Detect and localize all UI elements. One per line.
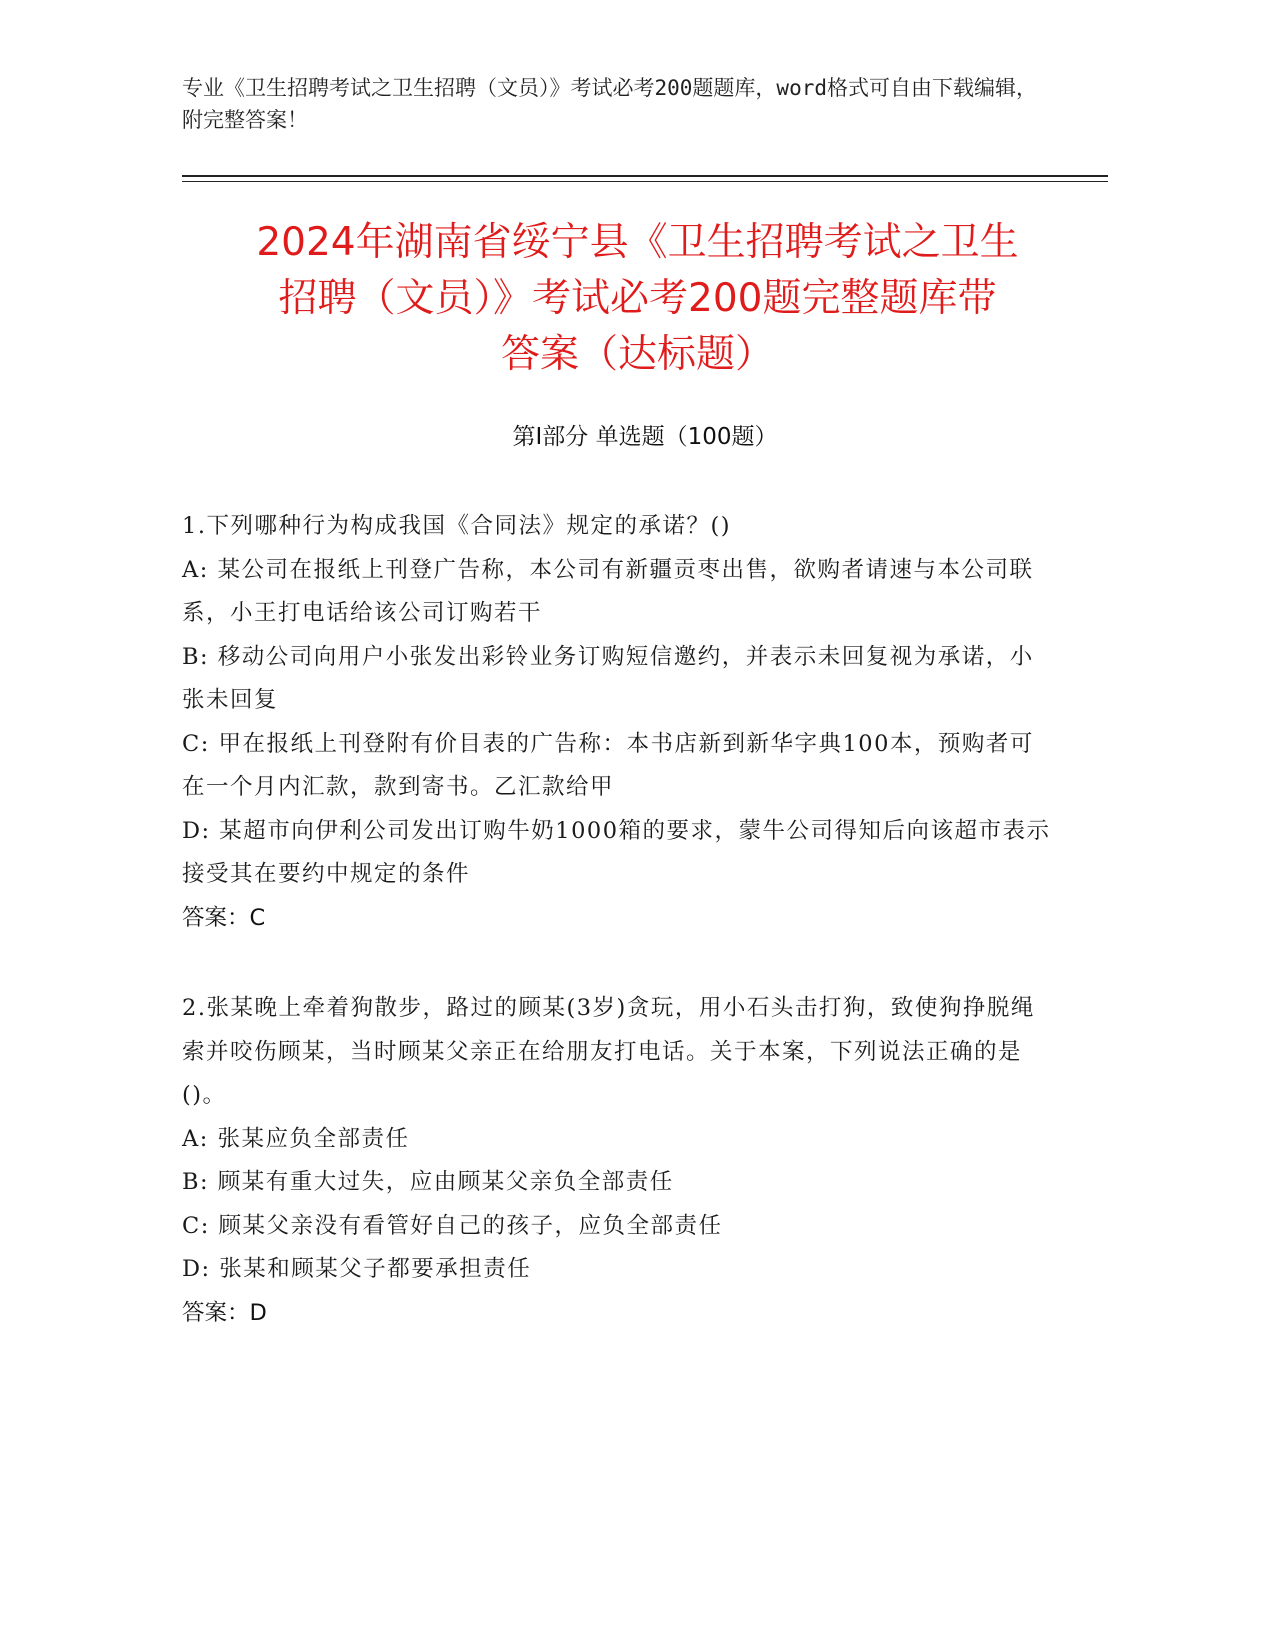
option-b: B: 顾某有重大过失，应由顾某父亲负全部责任 [182, 1169, 674, 1195]
option-d: D: 某超市向伊利公司发出订购牛奶1000箱的要求，蒙牛公司得知后向该超市表示接受其在要约中规定的条件 [182, 817, 1051, 887]
question-item [182, 505, 1052, 940]
header-divider [182, 175, 1108, 177]
option-c: C: 顾某父亲没有看管好自己的孩子，应负全部责任 [182, 1212, 723, 1239]
title-line: 答案（达标题） [500, 332, 774, 377]
option-d: D: 张某和顾某父子都要承担责任 [182, 1256, 532, 1282]
answer-label: 答案：D [182, 1299, 267, 1326]
header-divider-thin [182, 181, 1108, 182]
option-b: B: 移动公司向用户小张发出彩铃业务订购短信邀约，并表示未回复视为承诺，小张未回复 [182, 643, 1034, 713]
question-item [182, 987, 1052, 1335]
document-title [150, 215, 1125, 383]
question-stem: 1.下列哪种行为构成我国《合同法》规定的承诺？() [182, 513, 732, 539]
question-stem: 2.张某晚上牵着狗散步，路过的顾某(3岁)贪玩，用小石头击打狗，致使狗挣脱绳索并咬伤顾某，当时顾某父亲正在给朋友打电话。关于本案，下列说法正确的是()。 [182, 995, 1035, 1108]
document-header-note: 专业《卫生招聘考试之卫生招聘（文员）》考试必考200题题库，word格式可自由下载编辑，附完整答案！ [182, 76, 1037, 132]
option-c: C: 甲在报纸上刊登附有价目表的广告称：本书店新到新华字典100本，预购者可在一个月内汇款，款到寄书。乙汇款给甲 [182, 730, 1034, 800]
option-a: A: 某公司在报纸上刊登广告称，本公司有新疆贡枣出售，欲购者请速与本公司联系，小王打电话给该公司订购若干 [182, 556, 1034, 626]
title-line: 招聘（文员）》考试必考200题完整题库带 [278, 276, 997, 321]
title-line: 2024年湖南省绥宁县《卫生招聘考试之卫生 [256, 220, 1019, 265]
section-heading: 第I部分 单选题（100题） [512, 424, 778, 450]
answer-label: 答案：C [182, 904, 266, 931]
question-list [182, 505, 1052, 1382]
option-a: A: 张某应负全部责任 [182, 1125, 410, 1152]
